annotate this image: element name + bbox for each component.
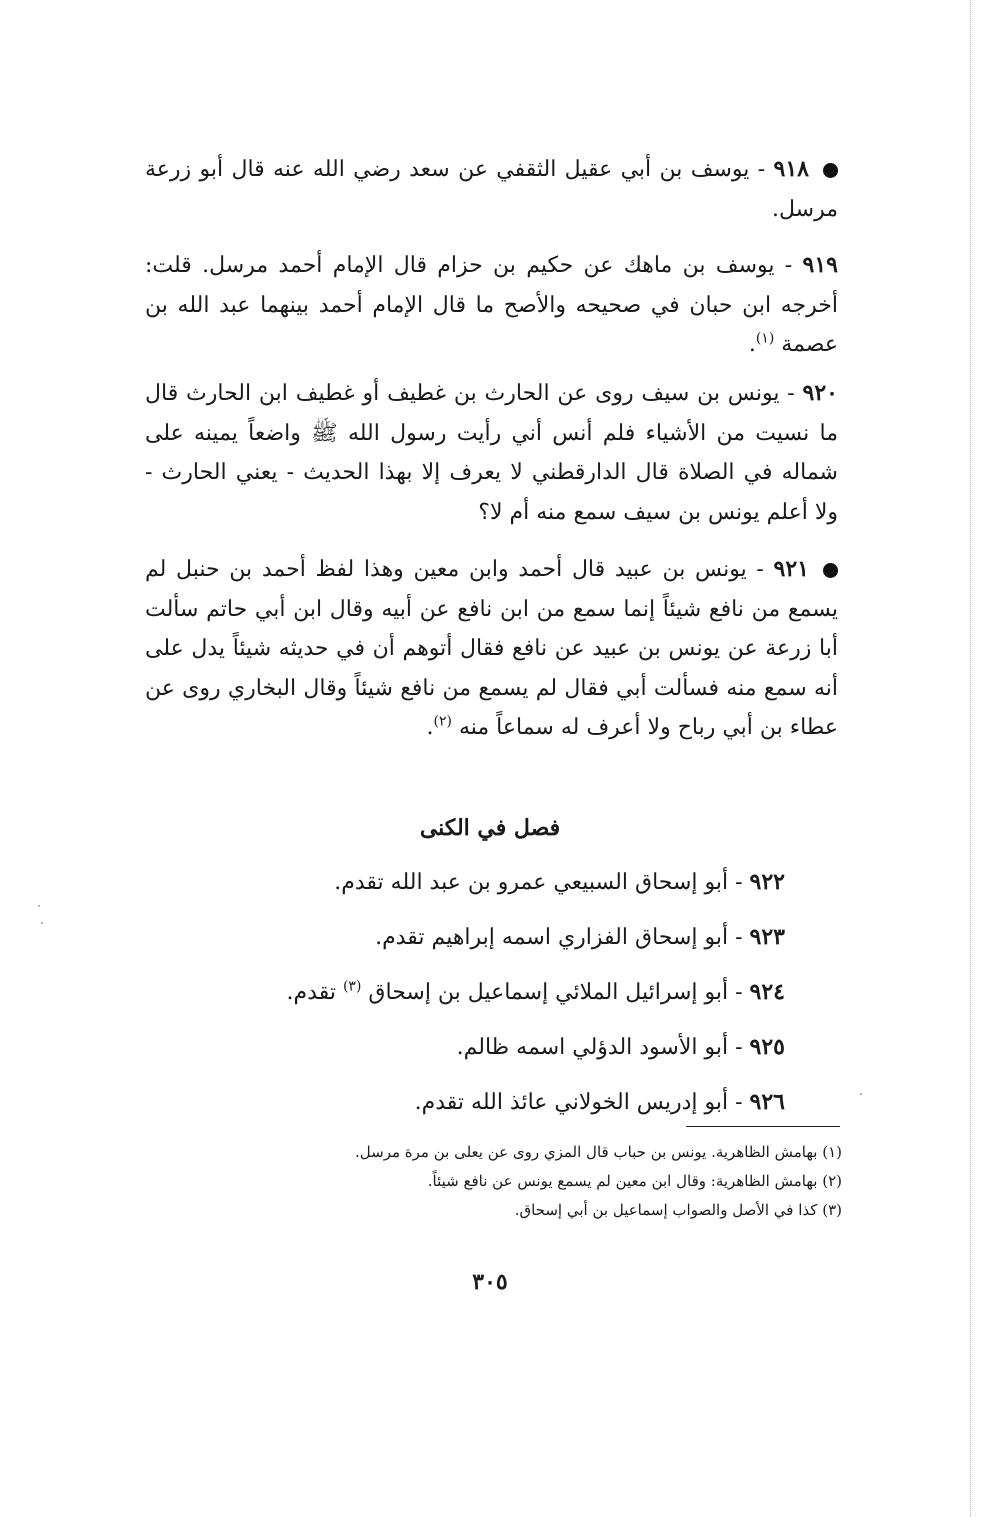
entry-920 [145,374,838,532]
entry-text: - يونس بن سيف روى عن الحارث بن غطيف أو غطيف ابن الحارث قال ما نسيت من الأشياء فلم أنس أني رأيت رسول الله ﷺ واضعاً يمينه على شماله في الصلاة قال الدارقطني لا يعرف إلا بهذا الحديث - يعني الحارث - ولا أعلم يونس بن سيف سمع منه أم لا؟ [145,381,838,525]
footnotes [240,1138,842,1225]
entry-921 [145,550,838,748]
entry-number: ٩٢٣ [749,924,785,950]
bullet-icon [823,163,838,178]
kunya-item-924 [240,972,785,1027]
footnote-3 [240,1196,842,1225]
page-number: ٣٠٥ [472,1269,508,1295]
entry-number: ٩٢٤ [749,979,785,1005]
entry-text: - يوسف بن أبي عقيل الثقفي عن سعد رضي الله عنه قال أبو زرعة مرسل. [145,157,838,222]
section-title: فصل في الكنى [419,815,561,841]
scan-speck [41,922,43,924]
kunya-item-926 [240,1082,785,1137]
scan-edge-dots [970,0,971,1517]
entry-text: - يوسف بن ماهك عن حكيم بن حزام قال الإمام أحمد مرسل. قلت: أخرجه ابن حبان في صحيحه والأصح ما قال الإمام أحمد بينهما عبد الله بن عصمة [145,253,838,357]
scan-speck [860,1093,862,1095]
footnote-marker: (٢) [822,1172,842,1190]
kunya-item-923 [240,917,785,972]
footnote-marker: (٣) [822,1201,842,1219]
entry-text: - أبو إسحاق السبيعي عمرو بن عبد الله تقدم. [334,870,743,895]
footnote-ref: (٢) [433,713,452,730]
footnote-ref: (١) [755,330,775,347]
entry-number: ٩١٩ [802,252,838,278]
entry-tail: تقدم. [286,980,343,1005]
kunya-item-925 [240,1027,785,1082]
footnote-text: بهامش الظاهرية. يونس بن حباب قال المزي روى عن يعلى بن مرة مرسل. [355,1143,818,1161]
footnote-separator [686,1126,840,1127]
entry-text: - يونس بن عبيد قال أحمد وابن معين وهذا لفظ أحمد بن حنبل لم يسمع من نافع شيئاً إنما سمع من ابن نافع عن أبيه وقال ابن أبي حاتم سألت أبا زرعة عن يونس بن عبيد عن نافع فقال أتوهم أن في حديثه شيئاً يدل على أنه سمع منه فسألت أبي فقال لم يسمع من نافع شيئاً وقال البخاري روى عن عطاء بن أبي رباح ولا أعرف له سماعاً منه [145,557,838,740]
entry-tail: . [426,715,434,740]
entry-number: ٩١٨ [773,156,809,182]
kunya-list [240,862,785,1137]
footnote-1 [240,1138,842,1167]
kunya-item-922 [240,862,785,917]
entry-number: ٩٢١ [773,556,809,582]
entry-918 [145,150,838,229]
entry-number: ٩٢٥ [749,1034,785,1060]
footnote-ref: (٣) [342,978,362,995]
footnote-text: كذا في الأصل والصواب إسماعيل بن أبي إسحاق. [514,1201,818,1219]
bullet-icon [823,563,838,578]
entry-919 [145,246,838,365]
entry-text: - أبو إدريس الخولاني عائذ الله تقدم. [414,1090,743,1115]
entry-text: - أبو إسحاق الفزاري اسمه إبراهيم تقدم. [375,925,743,950]
footnote-text: بهامش الظاهرية: وقال ابن معين لم يسمع يونس عن نافع شيئاً. [427,1172,818,1190]
footnote-2 [240,1167,842,1196]
entry-number: ٩٢٢ [749,869,785,895]
footnote-marker: (١) [822,1143,842,1161]
entry-text: - أبو إسرائيل الملائي إسماعيل بن إسحاق [368,980,743,1005]
entry-number: ٩٢٠ [802,380,838,406]
entry-tail: . [748,332,756,357]
scan-speck [38,905,40,907]
entry-text: - أبو الأسود الدؤلي اسمه ظالم. [456,1035,743,1060]
entry-number: ٩٢٦ [749,1089,785,1115]
